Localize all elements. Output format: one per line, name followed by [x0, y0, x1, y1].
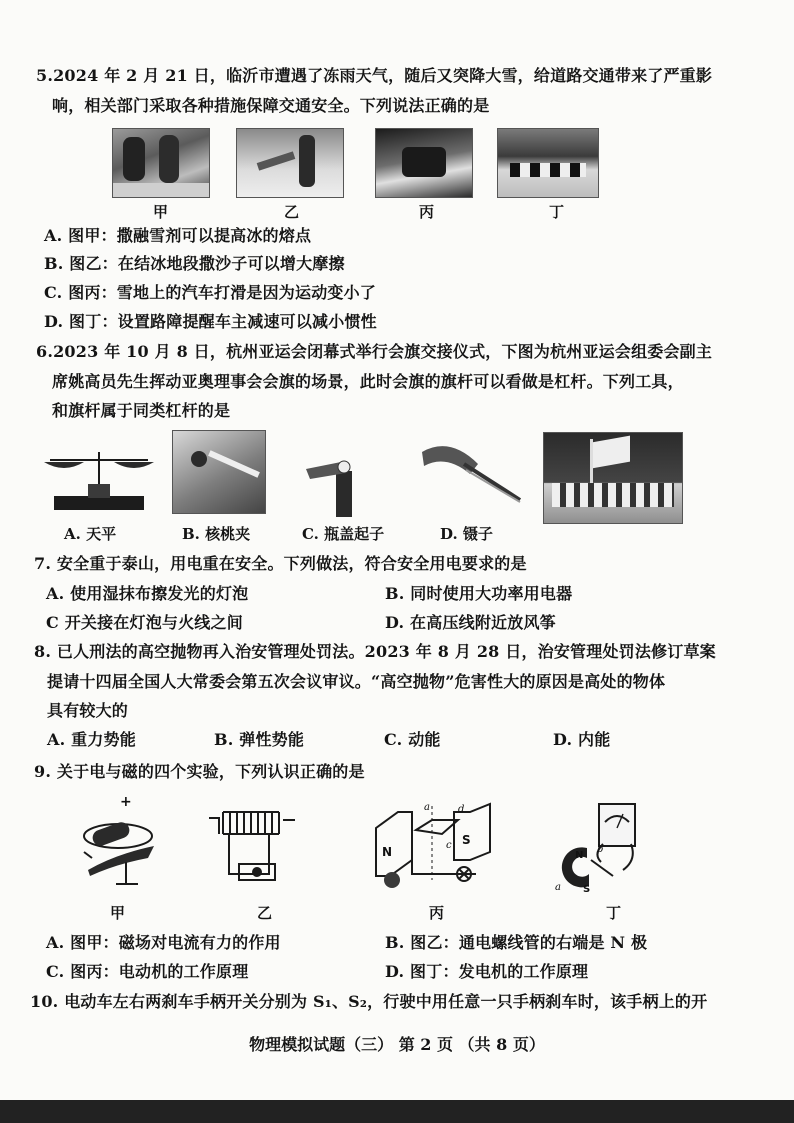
q8-stem-line2: 提请十四届全国人大常委会第五次会议审议。“高空抛物”危害性大的原因是高处的物体 [47, 672, 666, 691]
q6-stem-line3: 和旗杆属于同类杠杆的是 [52, 401, 231, 420]
q5-stem-line2: 响，相关部门采取各种措施保障交通安全。下列说法正确的是 [52, 96, 490, 115]
flag-waving-photo [543, 432, 683, 524]
q6-option-a: A. 天平 [64, 525, 117, 543]
q5-label-jia: 甲 [153, 203, 169, 221]
q5-stem-line1: 5.2024 年 2 月 21 日，临沂市遭遇了冻雨天气，随后又突降大雪，给道路交通带来了严重影 [36, 66, 713, 85]
label-a-ding: a [555, 882, 561, 893]
q8-option-a: A. 重力势能 [47, 730, 136, 749]
magnet-s-label-ding: S [583, 884, 591, 895]
q5-label-ding: 丁 [549, 203, 565, 221]
label-a-bing: a [424, 802, 430, 813]
scan-bottom-edge [0, 1100, 794, 1123]
plus-sign: + [120, 794, 132, 810]
q5-option-d: D. 图丁：设置路障提醒车主减速可以减小惯性 [44, 312, 377, 331]
q7-option-a: A. 使用湿抹布擦发光的灯泡 [46, 584, 249, 603]
q9-label-bing: 丙 [429, 904, 445, 922]
q6-stem-line1: 6.2023 年 10 月 8 日，杭州亚运会闭幕式举行会旗交接仪式，下图为杭州亚运会组委会副主 [36, 342, 713, 361]
q9-option-a: A. 图甲：磁场对电流有力的作用 [46, 933, 281, 952]
photo-bing-car-skidding [375, 128, 473, 198]
label-d-bing: d [458, 804, 465, 815]
q6-option-c: C. 瓶盖起子 [302, 525, 385, 543]
q5-option-a: A. 图甲：撒融雪剂可以提高冰的熔点 [44, 226, 312, 245]
magnet-s-label: S [462, 833, 471, 847]
photo-ding-roadblock [497, 128, 599, 198]
q5-option-b: B. 图乙：在结冰地段撒沙子可以增大摩擦 [44, 254, 345, 273]
q10-stem-line1: 10. 电动车左右两刹车手柄开关分别为 S₁、S₂，行驶中用任意一只手柄刹车时，该手柄上的开 [30, 992, 708, 1011]
label-c-bing: c [446, 840, 452, 851]
q7-option-c: C 开关接在灯泡与火线之间 [46, 613, 243, 632]
q8-option-b: B. 弹性势能 [214, 730, 305, 749]
tweezers-image [420, 436, 524, 508]
q5-label-yi: 乙 [284, 203, 300, 221]
q7-option-b: B. 同时使用大功率用电器 [385, 584, 573, 603]
q9-label-jia: 甲 [110, 904, 126, 922]
q9-label-ding: 丁 [606, 904, 622, 922]
walnut-cracker-image [172, 430, 266, 514]
magnet-n-label: N [382, 845, 393, 859]
q5-label-bing: 丙 [419, 203, 435, 221]
diagram-ding-induction [553, 800, 643, 896]
q9-stem: 9. 关于电与磁的四个实验，下列认识正确的是 [34, 762, 365, 781]
q9-option-c: C. 图丙：电动机的工作原理 [46, 962, 249, 981]
q7-stem: 7. 安全重于泰山，用电重在安全。下列做法，符合安全用电要求的是 [34, 554, 527, 573]
diagram-bing-motor-generator [372, 800, 494, 896]
q7-option-d: D. 在高压线附近放风筝 [385, 613, 556, 632]
q6-option-d: D. 镊子 [440, 525, 493, 543]
q9-option-d: D. 图丁：发电机的工作原理 [385, 962, 589, 981]
q9-label-yi: 乙 [257, 904, 273, 922]
diagram-yi-solenoid [205, 808, 305, 892]
page-footer: 物理模拟试题（三） 第 2 页 （共 8 页） [249, 1035, 545, 1054]
q5-option-c: C. 图丙：雪地上的汽车打滑是因为运动变小了 [44, 283, 376, 302]
q8-stem-line3: 具有较大的 [47, 701, 129, 720]
magnet-n-label-ding: N [575, 850, 584, 861]
bottle-opener-image [300, 455, 380, 517]
q9-option-b: B. 图乙：通电螺线管的右端是 N 极 [385, 933, 648, 952]
photo-jia-spreading-deicer [112, 128, 210, 198]
q8-option-d: D. 内能 [553, 730, 611, 749]
photo-yi-spreading-sand [236, 128, 344, 198]
q8-stem-line1: 8. 已人刑法的高空抛物再入治安管理处罚法。2023 年 8 月 28 日，治安管理处罚法修订草案 [34, 642, 716, 661]
q6-option-b: B. 核桃夹 [182, 525, 251, 543]
q6-stem-line2: 席姚高员先生挥动亚奥理事会会旗的场景，此时会旗的旗杆可以看做是杠杆。下列工具， [52, 372, 684, 391]
balance-scale-image [40, 440, 158, 516]
diagram-jia-compass-needle [76, 792, 166, 892]
q8-option-c: C. 动能 [384, 730, 441, 749]
label-b-ding: b [597, 844, 604, 855]
